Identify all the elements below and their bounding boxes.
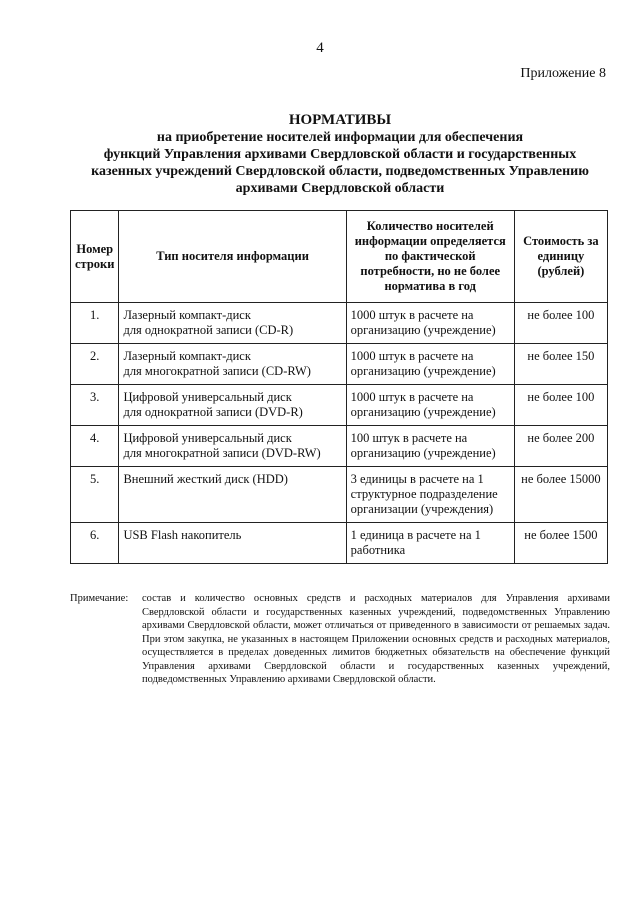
row-cost: не более 200 — [514, 426, 607, 467]
row-num: 6. — [71, 523, 119, 564]
table-row — [71, 344, 608, 385]
table-row — [71, 426, 608, 467]
title-line-2: функций Управления архивами Свердловской области и государственных — [103, 147, 577, 162]
row-cost: не более 100 — [514, 385, 607, 426]
row-type-line1: Лазерный компакт-диск — [123, 308, 251, 322]
row-qty: 1000 штук в расчете на организацию (учреждение) — [346, 344, 514, 385]
row-cost: не более 1500 — [514, 523, 607, 564]
appendix-label: Приложение 8 — [520, 66, 606, 81]
row-type — [119, 344, 346, 385]
row-qty: 1000 штук в расчете на организацию (учреждение) — [346, 385, 514, 426]
row-type — [119, 385, 346, 426]
row-type-line1: USB Flash накопитель — [123, 528, 242, 542]
table-row — [71, 467, 608, 523]
row-type-line2: для однократной записи (DVD-R) — [123, 405, 303, 419]
row-num: 5. — [71, 467, 119, 523]
row-type-line1: Цифровой универсальный диск — [123, 431, 292, 445]
header-qty: Количество носителей информации определяется по фактической потребности, но не более норматива в год — [346, 211, 514, 303]
note-block — [70, 592, 610, 687]
row-num: 1. — [71, 303, 119, 344]
note-label: Примечание: — [70, 593, 129, 604]
row-type-line2: для однократной записи (CD-R) — [123, 323, 294, 337]
row-type-line1: Лазерный компакт-диск — [123, 349, 251, 363]
title-line-4: архивами Свердловской области — [235, 181, 445, 196]
title-line-3: казенных учреждений Свердловской области, подведомственных Управлению — [91, 164, 589, 179]
row-type — [119, 467, 346, 523]
row-qty: 3 единицы в расчете на 1 структурное подразделение организации (учреждения) — [346, 467, 514, 523]
title-line-1: на приобретение носителей информации для обеспечения — [156, 130, 524, 145]
page-number: 4 — [316, 40, 324, 56]
table-row — [71, 523, 608, 564]
table-header-row — [71, 211, 608, 303]
table-row — [71, 385, 608, 426]
row-num: 2. — [71, 344, 119, 385]
norms-table — [70, 210, 608, 564]
row-type — [119, 523, 346, 564]
row-type-line2: для многократной записи (DVD-RW) — [123, 446, 321, 460]
table-row — [71, 303, 608, 344]
header-cost: Стоимость за единицу (рублей) — [514, 211, 607, 303]
row-type-line1: Цифровой универсальный диск — [123, 390, 292, 404]
header-num: Номер строки — [71, 211, 119, 303]
row-cost: не более 100 — [514, 303, 607, 344]
header-type: Тип носителя информации — [119, 211, 346, 303]
row-qty: 100 штук в расчете на организацию (учреждение) — [346, 426, 514, 467]
row-type — [119, 426, 346, 467]
row-type-line2: для многократной записи (CD-RW) — [123, 364, 311, 378]
row-num: 4. — [71, 426, 119, 467]
note-text: состав и количество основных средств и расходных материалов для Управления архивами Свердловской области и государственных казенных учреждений, подведомственных Управлению архивами Свердловской области, может отличаться от приведенного в зависимости от решаемых задач. При этом закупка, не указанных в настоящем Приложении основных средств и расходных материалов, осуществляется в пределах доведенных лимитов бюджетных обязательств на обеспечение функций Управления архивами Свердловской области и государственных казенных учреждений, подведомственных Управлению архивами Свердловской области. — [142, 593, 610, 685]
document-title — [60, 112, 620, 197]
row-qty: 1 единица в расчете на 1 работника — [346, 523, 514, 564]
row-qty: 1000 штук в расчете на организацию (учреждение) — [346, 303, 514, 344]
row-cost: не более 15000 — [514, 467, 607, 523]
row-type — [119, 303, 346, 344]
row-cost: не более 150 — [514, 344, 607, 385]
row-type-line1: Внешний жесткий диск (HDD) — [123, 472, 288, 486]
row-num: 3. — [71, 385, 119, 426]
title-main: НОРМАТИВЫ — [288, 112, 392, 128]
